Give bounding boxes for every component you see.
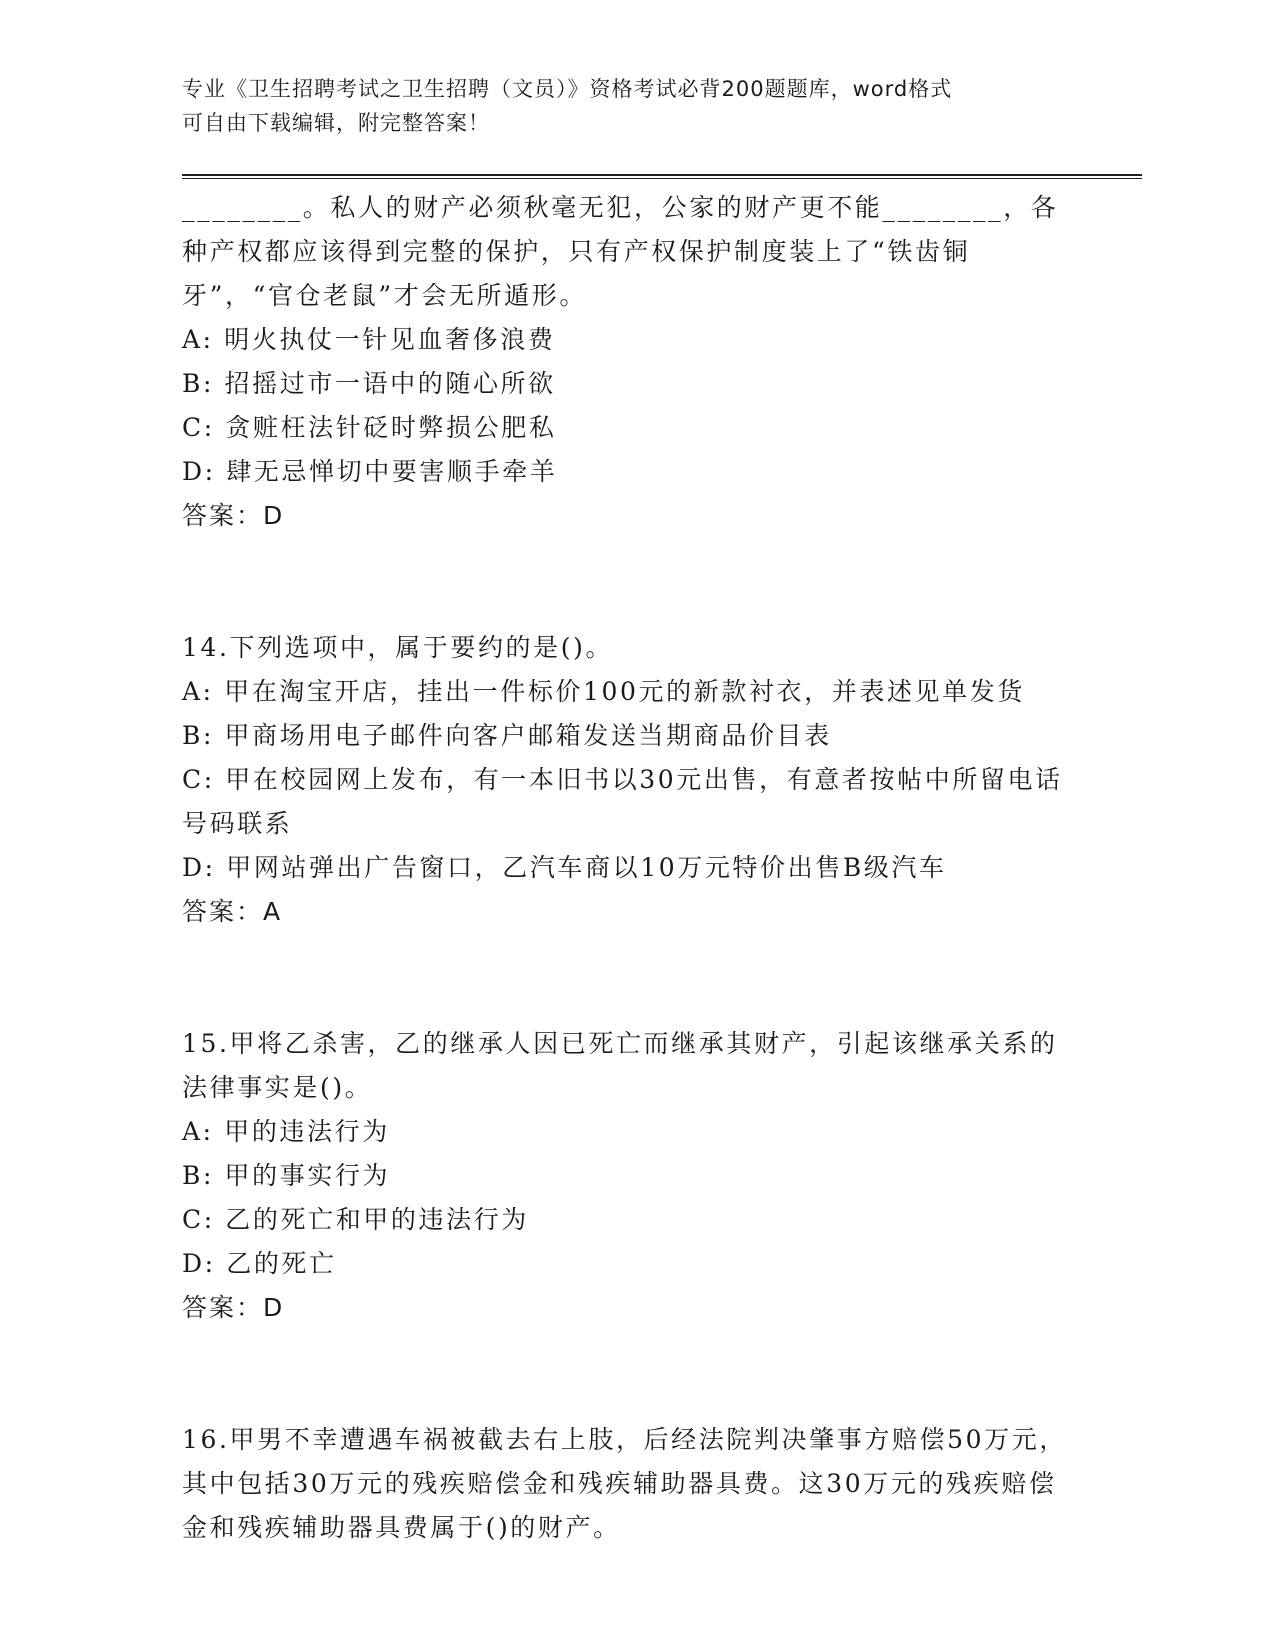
- spacer: [182, 934, 1082, 1022]
- question-16: [182, 1418, 1082, 1550]
- question-14: [182, 626, 1082, 934]
- spacer: [182, 538, 1082, 626]
- question-stem: 16.甲男不幸遭遇车祸被截去右上肢，后经法院判决肇事方赔偿50万元，其中包括30万元的残疾赔偿金和残疾辅助器具费。这30万元的残疾赔偿金和残疾辅助器具费属于()的财产。: [182, 1425, 1067, 1542]
- option-a: A: 明火执仗一针见血奢侈浪费: [182, 325, 556, 354]
- option-b: B: 招摇过市一语中的随心所欲: [182, 369, 556, 398]
- question-stem: 15.甲将乙杀害，乙的继承人因已死亡而继承其财产，引起该继承关系的法律事实是()。: [182, 1029, 1058, 1102]
- option-d: D: 甲网站弹出广告窗口，乙汽车商以10万元特价出售B级汽车: [182, 853, 947, 882]
- question-15: [182, 1022, 1082, 1330]
- option-b: B: 甲的事实行为: [182, 1161, 391, 1190]
- option-c: C: 贪赃枉法针砭时弊损公肥私: [182, 413, 557, 442]
- answer-line: 答案：D: [182, 1293, 285, 1322]
- answer-line: 答案：D: [182, 501, 285, 530]
- question-stem: ________。私人的财产必须秋毫无犯，公家的财产更不能________，各种产权都应该得到完整的保护，只有产权保护制度装上了“铁齿铜牙”，“官仓老鼠”才会无所遁形。: [182, 193, 1059, 310]
- option-a: A: 甲在淘宝开店，挂出一件标价100元的新款衬衣，并表述见单发货: [182, 677, 1025, 706]
- option-c: C: 乙的死亡和甲的违法行为: [182, 1205, 529, 1234]
- option-a: A: 甲的违法行为: [182, 1117, 390, 1146]
- answer-line: 答案：A: [182, 897, 283, 926]
- spacer: [182, 1330, 1082, 1418]
- document-header: [182, 72, 1062, 140]
- header-divider-thin: [182, 178, 1142, 179]
- question-stem: 14.下列选项中，属于要约的是()。: [182, 633, 614, 662]
- option-d: D: 乙的死亡: [182, 1249, 337, 1278]
- option-c: C: 甲在校园网上发布，有一本旧书以30元出售，有意者按帖中所留电话号码联系: [182, 765, 1063, 838]
- question-13: [182, 186, 1082, 538]
- header-title-line-2: 可自由下载编辑，附完整答案！: [182, 111, 490, 135]
- header-divider-thick: [182, 174, 1142, 176]
- question-content: [182, 186, 1082, 1550]
- header-title-line-1: 专业《卫生招聘考试之卫生招聘（文员）》资格考试必背200题题库，word格式: [182, 77, 953, 101]
- option-b: B: 甲商场用电子邮件向客户邮箱发送当期商品价目表: [182, 721, 832, 750]
- option-d: D: 肆无忌惮切中要害顺手牵羊: [182, 457, 558, 486]
- header-divider: [182, 174, 1142, 180]
